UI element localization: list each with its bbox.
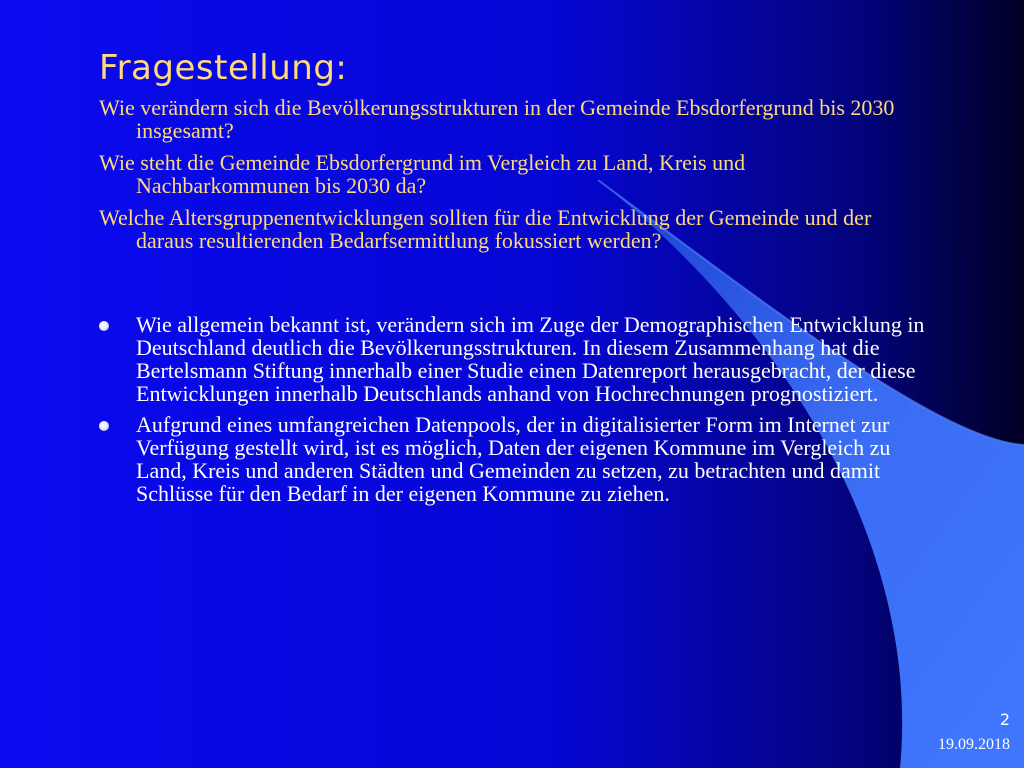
bullet-item	[99, 413, 929, 505]
bullet-sphere-icon	[99, 421, 109, 431]
bullet-sphere-icon	[99, 321, 109, 331]
slide-title: Fragestellung:	[99, 48, 348, 88]
bullet-text: Aufgrund eines umfangreichen Datenpools, der in digitalisierter Form im Internet zur Verfügung gestellt wird, ist es möglich, Daten der eigenen Kommune im Vergleich zu Land, Kreis und anderen Städten und Gemeinden zu setzen, zu betrachten und damit Schlüsse für den Bedarf in der eigenen Kommune zu ziehen.	[136, 412, 891, 506]
question-list	[99, 96, 919, 261]
slide-date: 19.09.2018	[938, 736, 1010, 753]
question-item: Wie verändern sich die Bevölkerungsstrukturen in der Gemeinde Ebsdorfergrund bis 2030 insgesamt?	[99, 95, 895, 143]
bullet-item	[99, 313, 929, 405]
question-item: Welche Altersgruppenentwicklungen sollten für die Entwicklung der Gemeinde und der daraus resultierenden Bedarfsermittlung fokussiert werden?	[99, 205, 872, 253]
bullet-text: Wie allgemein bekannt ist, verändern sich im Zuge der Demographischen Entwicklung in Deutschland deutlich die Bevölkerungsstrukturen. In diesem Zusammenhang hat die Bertelsmann Stiftung innerhalb einer Studie einen Datenreport herausgebracht, der diese Entwicklungen innerhalb Deutschlands anhand von Hochrechnungen prognostiziert.	[136, 312, 925, 406]
page-number: 2	[999, 710, 1010, 729]
bullet-list	[99, 313, 929, 513]
question-item: Wie steht die Gemeinde Ebsdorfergrund im Vergleich zu Land, Kreis und Nachbarkommunen bis 2030 da?	[99, 150, 746, 198]
